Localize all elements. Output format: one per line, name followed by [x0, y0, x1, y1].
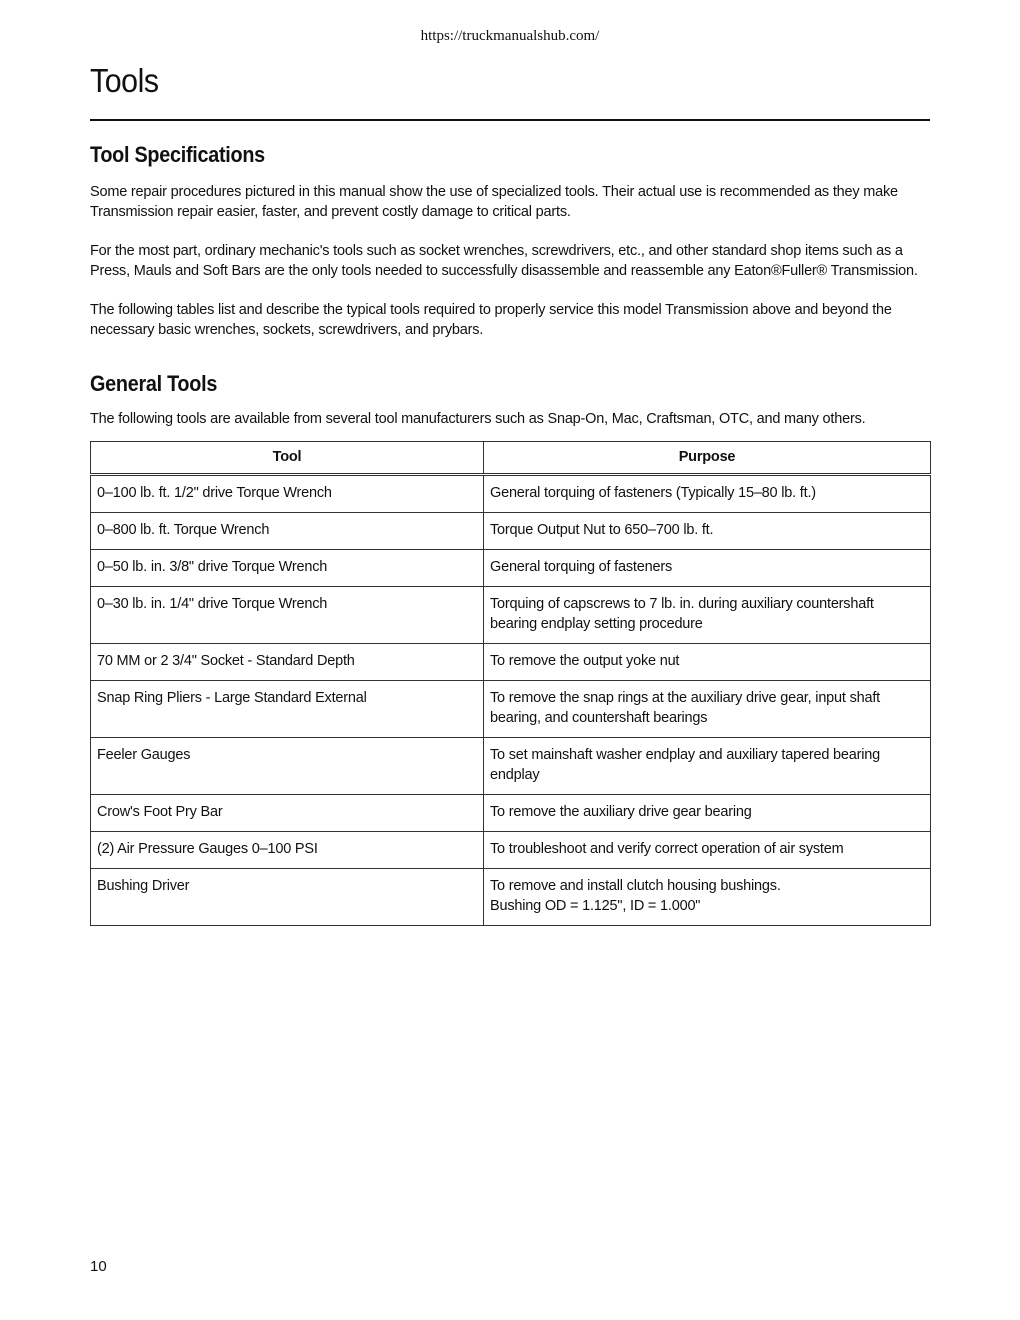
purpose-cell: General torquing of fasteners	[484, 550, 931, 587]
table-row	[91, 869, 931, 926]
tool-cell: Snap Ring Pliers - Large Standard External	[91, 681, 484, 738]
purpose-cell: To remove the output yoke nut	[484, 644, 931, 681]
table-row	[91, 513, 931, 550]
general-tools-table	[90, 441, 931, 926]
table-row	[91, 681, 931, 738]
title-divider	[90, 119, 930, 121]
table-row	[91, 475, 931, 513]
spec-paragraph-2: For the most part, ordinary mechanic's tools such as socket wrenches, screwdrivers, etc., and other standard shop items such as a Press, Mauls and Soft Bars are the only tools needed to successfully disassemble and reassemble any Eaton®Fuller® Transmission.	[90, 243, 918, 279]
column-header-purpose: Purpose	[484, 442, 931, 475]
purpose-cell: To set mainshaft washer endplay and auxiliary tapered bearing endplay	[484, 738, 931, 795]
page-title: Tools	[90, 62, 159, 99]
table-body	[91, 475, 931, 926]
purpose-cell: To remove and install clutch housing bushings. Bushing OD = 1.125", ID = 1.000"	[484, 869, 931, 926]
table-row	[91, 795, 931, 832]
tool-cell: (2) Air Pressure Gauges 0–100 PSI	[91, 832, 484, 869]
table-header-row	[91, 442, 931, 475]
purpose-cell: Torque Output Nut to 650–700 lb. ft.	[484, 513, 931, 550]
purpose-cell: General torquing of fasteners (Typically 15–80 lb. ft.)	[484, 475, 931, 513]
general-tools-intro: The following tools are available from several tool manufacturers such as Snap-On, Mac, Craftsman, OTC, and many others.	[90, 411, 866, 427]
table-row	[91, 550, 931, 587]
tool-cell: 70 MM or 2 3/4" Socket - Standard Depth	[91, 644, 484, 681]
table-row	[91, 832, 931, 869]
purpose-cell: To troubleshoot and verify correct operation of air system	[484, 832, 931, 869]
tool-cell: Crow's Foot Pry Bar	[91, 795, 484, 832]
page-number: 10	[90, 1258, 107, 1275]
table-row	[91, 644, 931, 681]
purpose-cell: Torquing of capscrews to 7 lb. in. during auxiliary countershaft bearing endplay setting procedure	[484, 587, 931, 644]
table-row	[91, 738, 931, 795]
purpose-cell: To remove the snap rings at the auxiliary drive gear, input shaft bearing, and countershaft bearings	[484, 681, 931, 738]
tool-specifications-heading: Tool Specifications	[90, 142, 265, 167]
purpose-cell: To remove the auxiliary drive gear bearing	[484, 795, 931, 832]
tool-cell: 0–800 lb. ft. Torque Wrench	[91, 513, 484, 550]
tool-cell: 0–30 lb. in. 1/4" drive Torque Wrench	[91, 587, 484, 644]
spec-paragraph-3: The following tables list and describe the typical tools required to properly service this model Transmission above and beyond the necessary basic wrenches, sockets, screwdrivers, and prybars.	[90, 302, 892, 338]
main-content	[90, 142, 930, 926]
tool-cell: Feeler Gauges	[91, 738, 484, 795]
spec-paragraph-1: Some repair procedures pictured in this manual show the use of specialized tools. Their actual use is recommended as they make Transmission repair easier, faster, and prevent costly damage to critical parts.	[90, 184, 898, 220]
table-row	[91, 587, 931, 644]
tool-cell: 0–100 lb. ft. 1/2" drive Torque Wrench	[91, 475, 484, 513]
column-header-tool: Tool	[91, 442, 484, 475]
tool-cell: 0–50 lb. in. 3/8" drive Torque Wrench	[91, 550, 484, 587]
general-tools-heading: General Tools	[90, 371, 218, 396]
source-url: https://truckmanualshub.com/	[420, 28, 600, 44]
tool-cell: Bushing Driver	[91, 869, 484, 926]
